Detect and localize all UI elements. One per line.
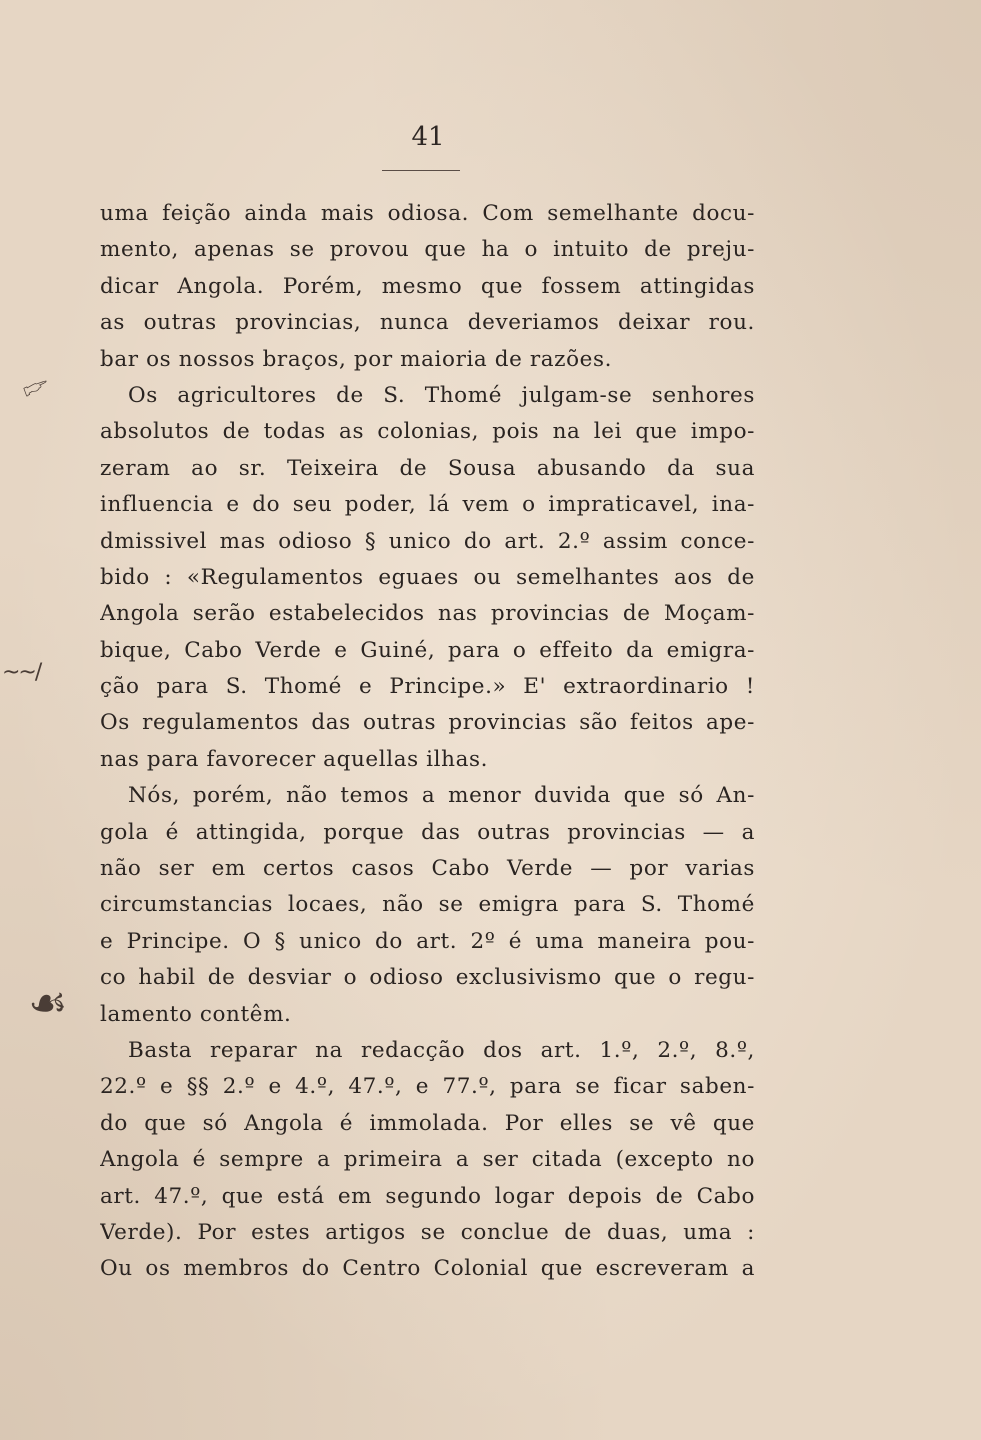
text-line: absolutos de todas as colonias, pois na lei que impo- (100, 419, 755, 445)
margin-flourish-mark-icon: ☙ (28, 978, 68, 1029)
text-line: zeram ao sr. Teixeira de Sousa abusando da sua (100, 455, 755, 481)
text-line: Angola serão estabelecidos nas provincias de Moçam- (100, 601, 755, 627)
text-line: influencia e do seu poder, lá vem o impraticavel, ina- (100, 492, 755, 518)
text-line: Ou os membros do Centro Colonial que escreveram a (100, 1256, 755, 1282)
text-line: nas para favorecer aquellas ilhas. (100, 746, 489, 772)
text-line: do que só Angola é immolada. Por elles se vê que (100, 1110, 755, 1136)
text-line: lamento contêm. (100, 1001, 292, 1027)
text-line: Basta reparar na redacção dos art. 1.º, 2.º, 8.º, (128, 1037, 755, 1063)
text-line: uma feição ainda mais odiosa. Com semelhante docu- (100, 201, 755, 226)
header-rule (382, 170, 460, 171)
text-line: Angola é sempre a primeira a ser citada (excepto no (100, 1147, 755, 1173)
text-line: dmissivel mas odioso § unico do art. 2.º assim conce- (100, 528, 755, 554)
text-line: ção para S. Thomé e Principe.» E' extraordinario ! (100, 674, 755, 700)
text-line: Nós, porém, não temos a menor duvida que só An- (128, 783, 755, 809)
text-line: dicar Angola. Porém, mesmo que fossem attingidas (100, 273, 755, 299)
margin-hand-mark-icon: 🖙 (15, 362, 55, 411)
text-line: e Principe. O § unico do art. 2º é uma maneira pou- (100, 928, 755, 954)
text-line: Os regulamentos das outras provincias são feitos ape- (100, 710, 755, 736)
text-line: as outras provincias, nunca deveriamos deixar rou. (100, 310, 755, 336)
margin-squiggle-mark-icon: ~~/ (2, 660, 41, 685)
page-number: 41 (411, 122, 445, 152)
text-line: art. 47.º, que está em segundo logar depois de Cabo (100, 1183, 755, 1209)
text-line: mento, apenas se provou que ha o intuito de preju- (100, 237, 755, 263)
text-line: Verde). Por estes artigos se conclue de duas, uma : (100, 1219, 755, 1245)
text-line: não ser em certos casos Cabo Verde — por varias (100, 856, 755, 882)
text-line: bido : «Regulamentos eguaes ou semelhantes aos de (100, 564, 755, 590)
text-line: 22.º e §§ 2.º e 4.º, 47.º, e 77.º, para se ficar saben- (100, 1074, 755, 1100)
text-line: gola é attingida, porque das outras provincias — a (100, 819, 755, 845)
text-line: circumstancias locaes, não se emigra para S. Thomé (100, 892, 755, 918)
body-text (100, 196, 755, 1288)
text-line: bar os nossos braços, por maioria de razões. (100, 346, 613, 372)
text-line: co habil de desviar o odioso exclusivismo que o regu- (100, 965, 755, 991)
text-line: Os agricultores de S. Thomé julgam-se senhores (128, 382, 755, 408)
text-line: bique, Cabo Verde e Guiné, para o effeito da emigra- (100, 637, 755, 663)
